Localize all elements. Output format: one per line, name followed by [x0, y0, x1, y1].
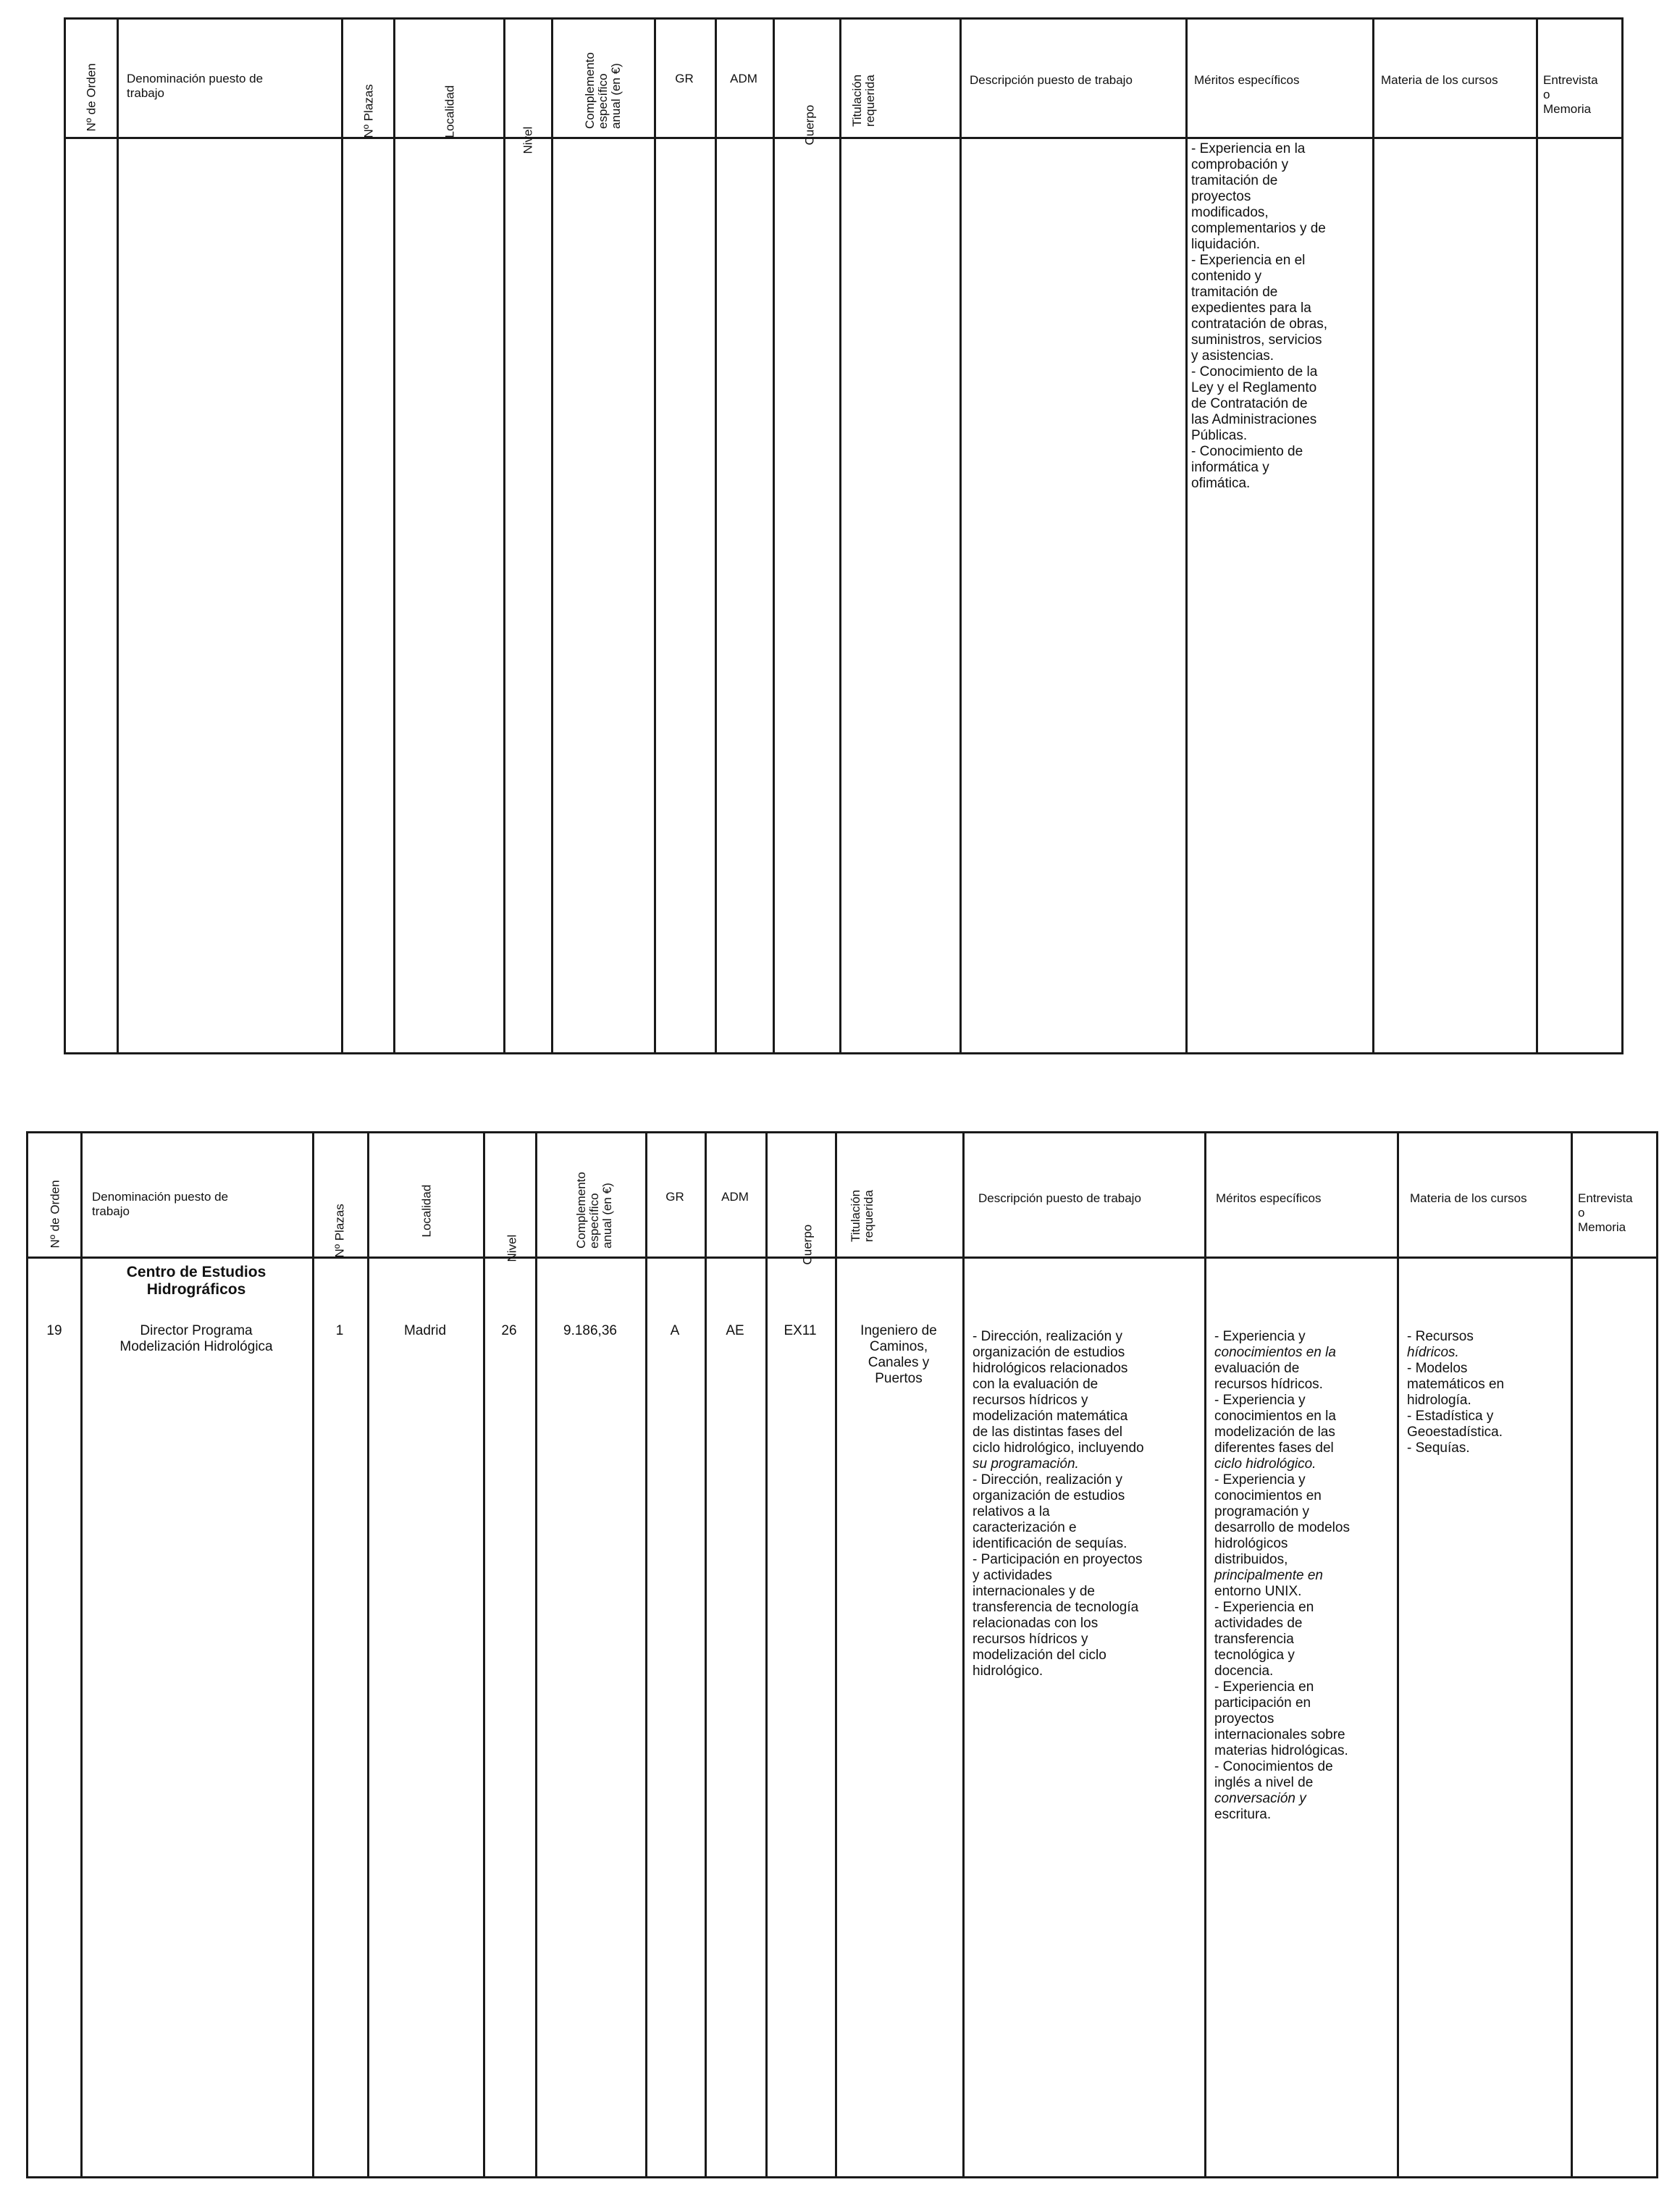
header-titulacion — [849, 1170, 875, 1242]
materia-line: - Recursos — [1407, 1329, 1474, 1344]
nivel-value: 26 — [501, 1323, 517, 1338]
header-entrevista-line: o — [1543, 88, 1550, 101]
materia-line: - Sequías. — [1407, 1440, 1470, 1456]
col-divider — [117, 20, 119, 1052]
col-divider — [835, 1133, 837, 2176]
merito-line: - Experiencia en — [1214, 1679, 1314, 1695]
col-divider — [765, 1133, 768, 2176]
merito-line: tramitación de — [1191, 173, 1278, 188]
col-divider — [959, 20, 962, 1052]
titulacion-line: Puertos — [875, 1371, 923, 1386]
col-divider — [839, 20, 841, 1052]
merito-line: evaluación de — [1214, 1361, 1300, 1376]
col-divider — [715, 20, 717, 1052]
localidad-value: Madrid — [403, 1323, 447, 1338]
unit-heading — [80, 1264, 312, 1299]
materia-line: Geoestadística. — [1407, 1425, 1503, 1440]
descripcion-line: - Participación en proyectos — [973, 1552, 1143, 1567]
merito-line: ofimática. — [1191, 476, 1251, 491]
merito-line: principalmente en — [1214, 1568, 1323, 1583]
header-localidad: Localidad — [419, 1184, 434, 1238]
descripcion-line: - Dirección, realización y — [973, 1472, 1122, 1488]
header-gr: GR — [665, 1190, 684, 1204]
merito-line: contratación de obras, — [1191, 316, 1328, 332]
merito-line: - Experiencia y — [1214, 1393, 1306, 1408]
merito-line: las Administraciones — [1191, 412, 1317, 427]
unit-heading-line: Hidrográficos — [146, 1281, 246, 1298]
descripcion-line: hidrológico. — [973, 1664, 1043, 1679]
col-divider — [1397, 1133, 1399, 2176]
plazas-value: 1 — [335, 1323, 344, 1338]
header-complemento-line: específico — [587, 1193, 601, 1249]
merito-line: conocimientos en la — [1214, 1409, 1336, 1424]
meritos-value — [1214, 1329, 1397, 1823]
merito-line: actividades de — [1214, 1616, 1303, 1631]
col-divider — [654, 20, 656, 1052]
descripcion-line: relacionadas con los — [973, 1616, 1099, 1631]
merito-line: complementarios y de — [1191, 221, 1326, 236]
bottom-table — [26, 1131, 1658, 2178]
header-entrevista — [1543, 73, 1616, 117]
merito-line: entorno UNIX. — [1214, 1584, 1302, 1599]
merito-line: - Conocimiento de — [1191, 444, 1303, 459]
header-entrevista-line: Memoria — [1578, 1220, 1626, 1234]
merito-line: recursos hídricos. — [1214, 1377, 1323, 1392]
merito-line: programación y — [1214, 1504, 1309, 1519]
col-divider — [1536, 20, 1538, 1052]
merito-line: docencia. — [1214, 1664, 1274, 1679]
merito-line: modelización de las — [1214, 1425, 1335, 1440]
top-meritos-cell — [1191, 141, 1371, 492]
header-titulacion-line: requerida — [862, 1190, 875, 1242]
header-divider — [66, 137, 1621, 139]
descripcion-line: caracterización e — [973, 1520, 1077, 1535]
header-cuerpo: Cuerpo — [800, 1224, 815, 1265]
materia-line: - Modelos — [1407, 1361, 1468, 1376]
col-divider — [341, 20, 343, 1052]
header-divider — [28, 1256, 1656, 1259]
titulacion-line: Canales y — [868, 1355, 930, 1370]
col-divider — [705, 1133, 707, 2176]
merito-line: informática y — [1191, 460, 1269, 475]
merito-line: suministros, servicios — [1191, 332, 1322, 348]
merito-line: tramitación de — [1191, 285, 1278, 300]
cuerpo-value: EX11 — [784, 1323, 817, 1338]
header-complemento-line: anual (en €) — [609, 63, 623, 129]
titulacion-line: Ingeniero de — [860, 1323, 937, 1338]
complemento-value: 9.186,36 — [563, 1323, 617, 1338]
materia-value — [1407, 1329, 1566, 1456]
descripcion-line: organización de estudios — [973, 1488, 1125, 1503]
header-meritos: Méritos específicos — [1216, 1191, 1322, 1205]
merito-line: liquidación. — [1191, 237, 1261, 252]
header-gr: GR — [675, 72, 694, 85]
header-nivel: Nivel — [521, 126, 535, 154]
merito-line: - Experiencia en el — [1191, 253, 1306, 268]
merito-line: escritura. — [1214, 1807, 1272, 1822]
header-titulacion-line: Titulación — [850, 74, 864, 127]
merito-line: - Experiencia en — [1214, 1600, 1314, 1615]
col-divider — [535, 1133, 537, 2176]
denominacion-line: Modelización Hidrológica — [119, 1339, 273, 1354]
descripcion-line: recursos hídricos y — [973, 1393, 1088, 1408]
header-materia: Materia de los cursos — [1410, 1191, 1527, 1205]
descripcion-line: de las distintas fases del — [973, 1425, 1123, 1440]
merito-line: comprobación y — [1191, 157, 1289, 172]
col-divider — [1185, 20, 1188, 1052]
descripcion-line: modelización matemática — [973, 1409, 1128, 1424]
denominacion-value — [80, 1323, 312, 1355]
merito-line: proyectos — [1191, 189, 1251, 204]
merito-line: - Experiencia en la — [1191, 141, 1306, 156]
gr-value: A — [670, 1323, 680, 1338]
col-divider — [393, 20, 395, 1052]
header-plazas: Nº Plazas — [332, 1204, 347, 1258]
col-divider — [483, 1133, 485, 2176]
header-complemento-line: Complemento — [574, 1172, 588, 1249]
header-descripcion: Descripción puesto de trabajo — [970, 73, 1133, 87]
header-complemento-line: Complemento — [583, 52, 597, 129]
descripcion-line: recursos hídricos y — [973, 1632, 1088, 1647]
merito-line: inglés a nivel de — [1214, 1775, 1314, 1790]
descripcion-line: internacionales y de — [973, 1584, 1095, 1599]
header-denominacion: Denominación puesto de trabajo — [92, 1190, 229, 1218]
header-complemento — [584, 42, 623, 129]
merito-line: Ley y el Reglamento — [1191, 380, 1317, 395]
merito-line: - Experiencia y — [1214, 1472, 1306, 1488]
header-entrevista-line: o — [1578, 1206, 1585, 1220]
descripcion-line: relativos a la — [973, 1504, 1050, 1519]
descripcion-line: organización de estudios — [973, 1345, 1125, 1360]
descripcion-line: su programación. — [973, 1456, 1079, 1472]
merito-line: conversación y — [1214, 1791, 1306, 1806]
col-divider — [962, 1133, 965, 2176]
merito-line: expedientes para la — [1191, 301, 1311, 316]
descripcion-line: hidrológicos relacionados — [973, 1361, 1128, 1376]
col-divider — [1372, 20, 1374, 1052]
header-entrevista-line: Entrevista — [1543, 73, 1598, 87]
merito-line: proyectos — [1214, 1711, 1274, 1727]
merito-line: ciclo hidrológico. — [1214, 1456, 1316, 1472]
titulacion-line: Caminos, — [869, 1339, 928, 1354]
header-plazas: Nº Plazas — [361, 84, 376, 138]
titulacion-value — [835, 1323, 962, 1387]
header-nivel: Nivel — [505, 1234, 519, 1262]
materia-line: hídricos. — [1407, 1345, 1459, 1360]
descripcion-line: transferencia de tecnología — [973, 1600, 1139, 1615]
col-divider — [503, 20, 505, 1052]
header-orden: Nº de Orden — [84, 63, 98, 132]
merito-line: contenido y — [1191, 269, 1262, 284]
merito-line: modificados, — [1191, 205, 1269, 220]
col-divider — [1571, 1133, 1573, 2176]
descripcion-line: identificación de sequías. — [973, 1536, 1127, 1551]
top-table — [64, 17, 1624, 1054]
col-divider — [367, 1133, 369, 2176]
merito-line: desarrollo de modelos — [1214, 1520, 1350, 1535]
header-materia: Materia de los cursos — [1381, 73, 1498, 87]
merito-line: conocimientos en — [1214, 1488, 1322, 1503]
merito-line: conocimientos en la — [1214, 1345, 1336, 1360]
merito-line: internacionales sobre — [1214, 1727, 1345, 1742]
merito-line: hidrológicos — [1214, 1536, 1288, 1551]
descripcion-value — [973, 1329, 1204, 1679]
materia-line: hidrología. — [1407, 1393, 1471, 1408]
adm-value: AE — [726, 1323, 744, 1338]
col-divider — [773, 20, 775, 1052]
header-complemento — [575, 1162, 614, 1249]
denominacion-line: Director Programa — [140, 1323, 253, 1338]
descripcion-line: - Dirección, realización y — [973, 1329, 1122, 1344]
merito-line: - Experiencia y — [1214, 1329, 1306, 1344]
merito-line: Públicas. — [1191, 428, 1248, 443]
header-meritos: Méritos específicos — [1194, 73, 1300, 87]
merito-line: tecnológica y — [1214, 1648, 1295, 1663]
header-adm: ADM — [730, 72, 757, 85]
col-divider — [312, 1133, 314, 2176]
merito-line: de Contratación de — [1191, 396, 1308, 411]
descripcion-line: modelización del ciclo — [973, 1648, 1106, 1663]
descripcion-line: ciclo hidrológico, incluyendo — [973, 1440, 1144, 1456]
merito-line: transferencia — [1214, 1632, 1294, 1647]
header-titulacion — [851, 54, 877, 127]
header-cuerpo: Cuerpo — [802, 104, 817, 146]
header-complemento-line: anual (en €) — [600, 1183, 614, 1249]
descripcion-line: con la evaluación de — [973, 1377, 1099, 1392]
header-adm: ADM — [721, 1190, 749, 1204]
orden-value: 19 — [46, 1323, 62, 1338]
merito-line: distribuidos, — [1214, 1552, 1288, 1567]
header-descripcion: Descripción puesto de trabajo — [978, 1191, 1141, 1205]
header-entrevista-line: Entrevista — [1578, 1191, 1633, 1205]
merito-line: participación en — [1214, 1695, 1311, 1711]
col-divider — [645, 1133, 647, 2176]
header-localidad: Localidad — [442, 85, 457, 138]
header-entrevista — [1578, 1191, 1650, 1235]
merito-line: y asistencias. — [1191, 348, 1274, 364]
header-complemento-line: específico — [596, 73, 610, 129]
col-divider — [1204, 1133, 1206, 2176]
header-titulacion-line: Titulación — [849, 1189, 862, 1242]
merito-line: - Conocimientos de — [1214, 1759, 1333, 1774]
merito-line: diferentes fases del — [1214, 1440, 1334, 1456]
materia-line: matemáticos en — [1407, 1377, 1505, 1392]
merito-line: materias hidrológicas. — [1214, 1743, 1348, 1758]
col-divider — [551, 20, 553, 1052]
header-denominacion: Denominación puesto de trabajo — [127, 72, 264, 100]
merito-line: - Conocimiento de la — [1191, 364, 1318, 379]
descripcion-line: y actividades — [973, 1568, 1052, 1583]
unit-heading-line: Centro de Estudios — [126, 1264, 266, 1280]
header-entrevista-line: Memoria — [1543, 102, 1592, 116]
materia-line: - Estadística y — [1407, 1409, 1494, 1424]
header-titulacion-line: requerida — [863, 75, 877, 127]
header-orden: Nº de Orden — [48, 1180, 62, 1249]
